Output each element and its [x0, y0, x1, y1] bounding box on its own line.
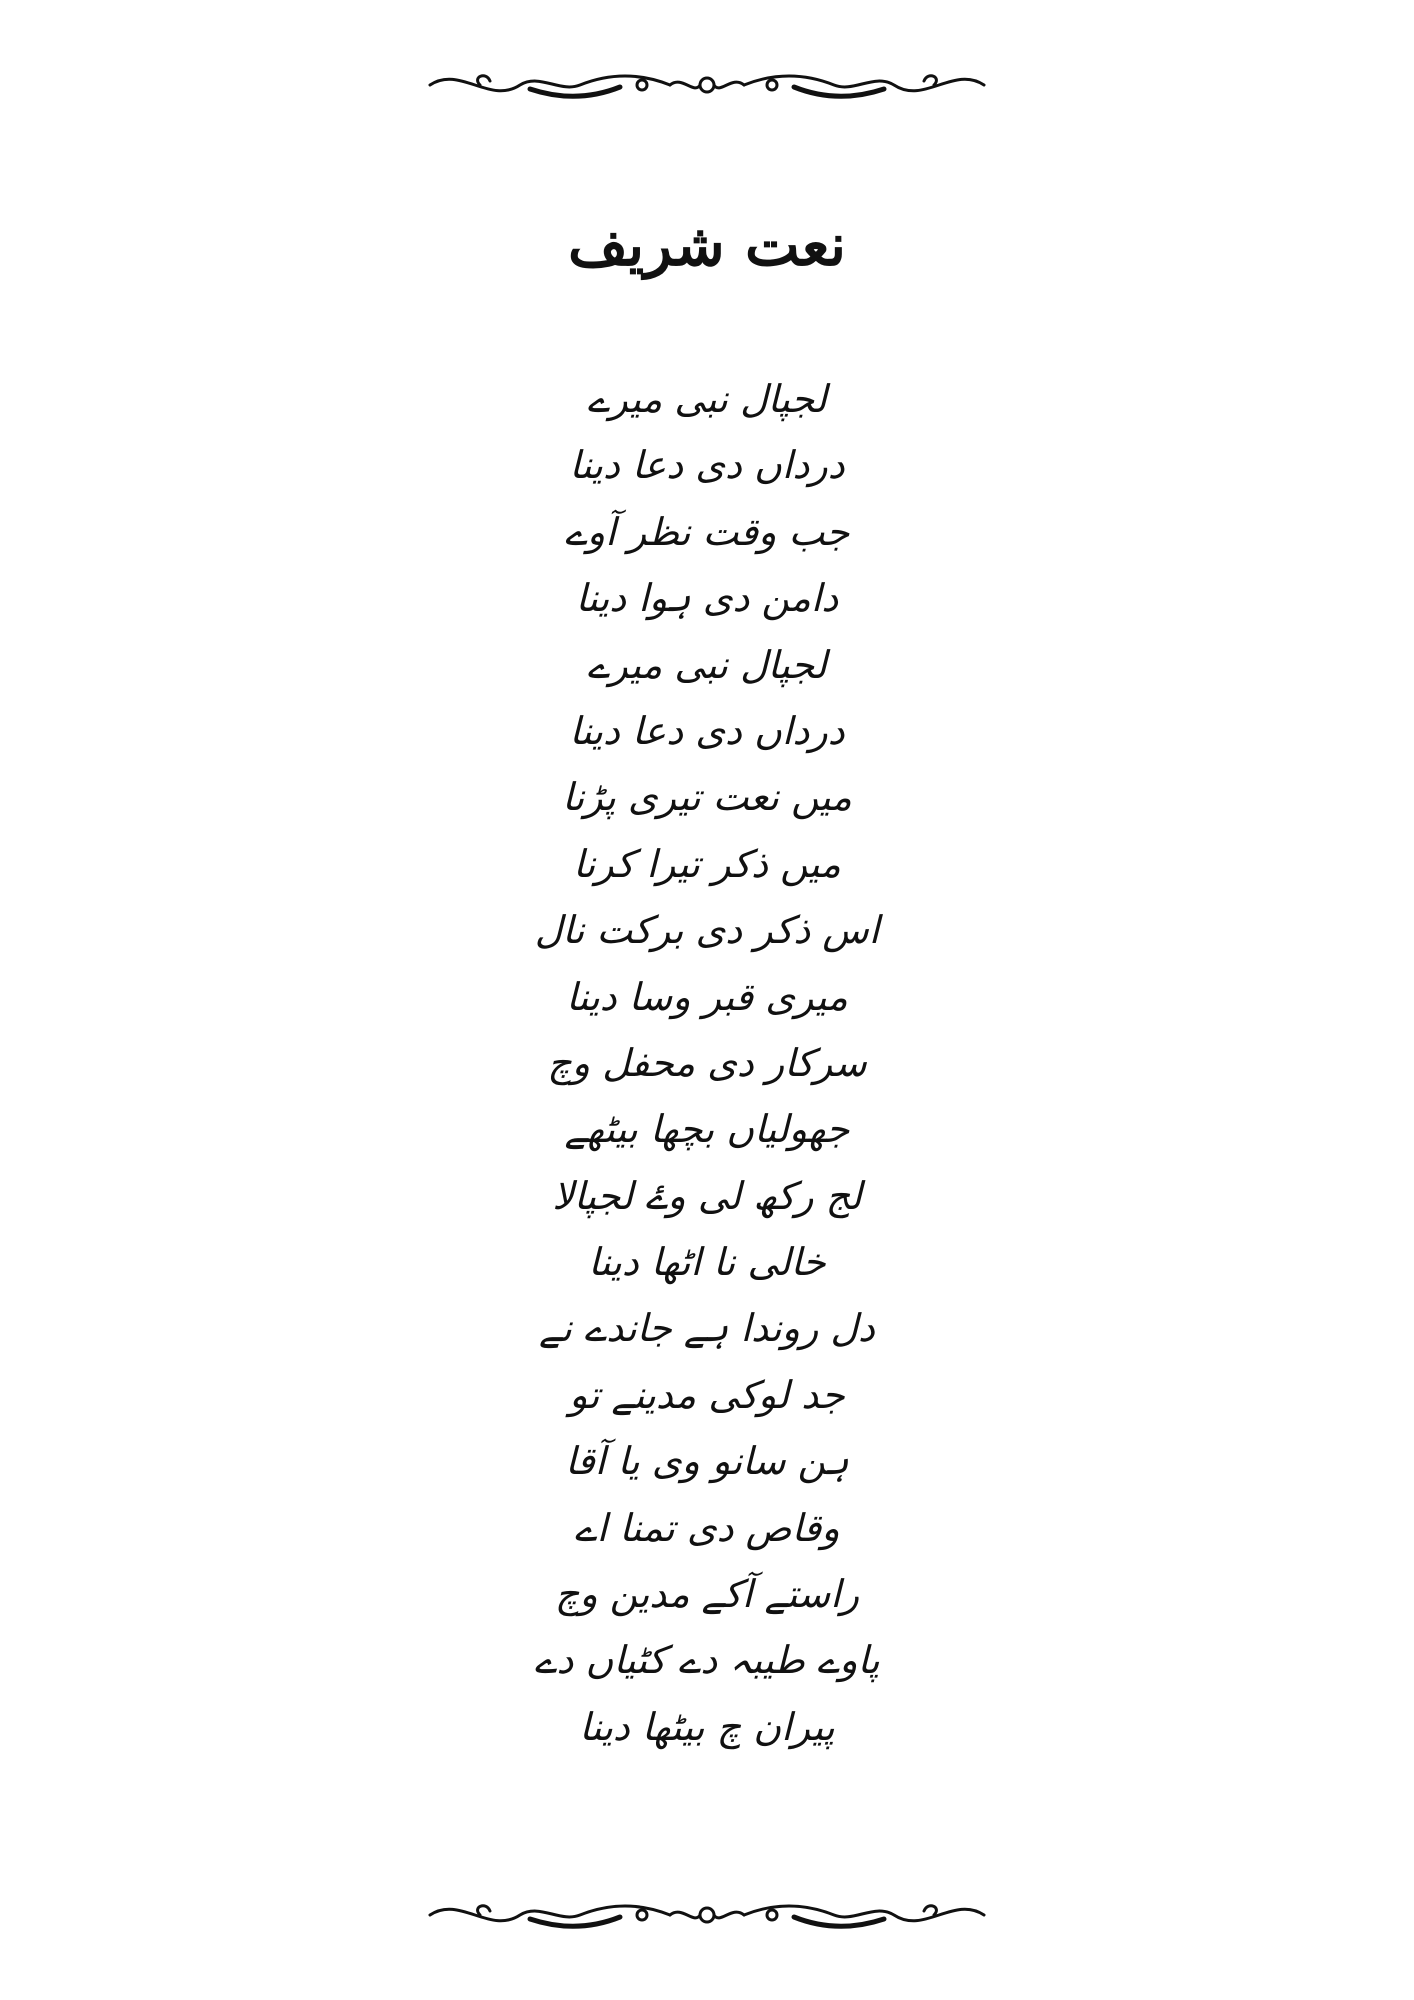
verse-line: لج رکھ لی وۓ لجپالا — [552, 1173, 862, 1218]
verse-line: خالی نا اٹھا دینا — [588, 1240, 826, 1285]
page-title: نعت شریف — [567, 211, 847, 279]
top-flourish-divider-icon — [420, 55, 994, 115]
verse-line: پاوے طیبہ دے کٹیاں دے — [534, 1638, 880, 1683]
verse-line: درداں دی دعا دینا — [569, 708, 845, 753]
verse-line: دامن دی ہوا دینا — [575, 576, 839, 621]
verse-line: جھولیاں بچھا بیٹھے — [564, 1107, 850, 1152]
verse-line: ہن سانو وی یا آقا — [565, 1439, 849, 1484]
verse-line: جد لوکی مدینے تو — [569, 1372, 845, 1417]
verse-line: جب وقت نظر آوے — [564, 509, 850, 554]
verse-line: وقاص دی تمنا اے — [574, 1505, 840, 1550]
verse-list — [0, 366, 1414, 1760]
verse-line: لجپال نبی میرے — [587, 377, 827, 421]
verse-line: میں نعت تیری پڑنا — [562, 775, 852, 820]
verse-line: میری قبر وسا دینا — [566, 974, 848, 1019]
verse-line: پیران چ بیٹھا دینا — [579, 1704, 835, 1749]
verse-line: میں ذکر تیرا کرنا — [573, 841, 841, 886]
verse-line: دل روندا ہے جاندے نے — [539, 1306, 875, 1351]
bottom-flourish-divider-icon — [420, 1885, 994, 1945]
verse-line: راستے آکے مدین وچ — [554, 1572, 860, 1617]
verse-line: درداں دی دعا دینا — [569, 443, 845, 488]
verse-line: سرکار دی محفل وچ — [547, 1040, 867, 1085]
verse-line: اس ذکر دی برکت نال — [534, 908, 880, 953]
verse-line: لجپال نبی میرے — [587, 642, 827, 687]
